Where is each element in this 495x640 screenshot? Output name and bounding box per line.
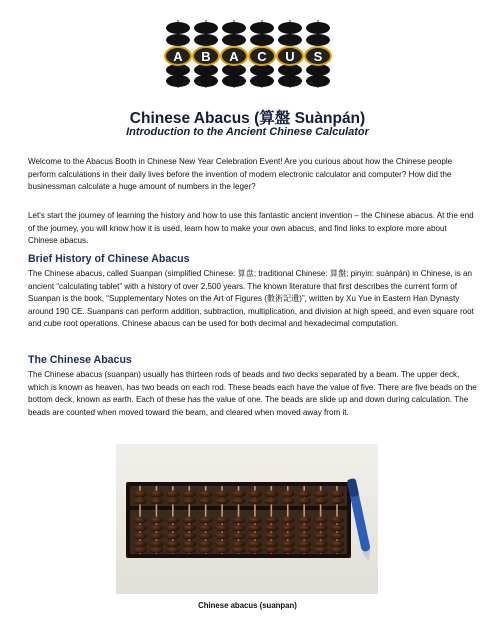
abacus-bead: [232, 541, 246, 548]
logo-bead: [278, 34, 302, 46]
abacus-bead: [330, 491, 344, 498]
abacus-paragraph: The Chinese abacus (suanpan) usually has thirteen rods of beads and two decks separated by a beam. The upper deck, which is known as heaven, has two beads on each rod. These beads each have the value of five. There are five beads on the bottom deck, known as earth. Each of these has the value of one. The beads are slide up and down during calculation. The beads are counted when moved toward the beam, and cleared when moved away from it.: [28, 370, 477, 417]
intro-paragraph-2: Let's start the journey of learning the history and how to use this fantastic ancient invention – the Chinese abacus. At the end of the journey, you will know how it is used, learn how to make your own abacus, and find links to explore more about Chinese abacus.: [28, 211, 474, 246]
abacus-bead: [133, 525, 147, 532]
abacus-bead: [182, 533, 196, 540]
logo-letter: U: [285, 49, 295, 64]
logo-bead: [222, 75, 246, 87]
logo-bead: [306, 22, 330, 34]
logo-bead: [166, 22, 190, 34]
abacus-bead: [297, 525, 311, 532]
abacus-bead: [232, 533, 246, 540]
abacus-bead: [166, 547, 180, 554]
logo-bead: [222, 34, 246, 46]
logo-bead: [306, 34, 330, 46]
abacus-bead: [133, 498, 147, 505]
logo-letter: A: [173, 49, 183, 64]
abacus-bead: [215, 547, 229, 554]
abacus-bead: [149, 525, 163, 532]
abacus-bead: [133, 517, 147, 524]
abacus-bead: [232, 525, 246, 532]
abacus-bead: [248, 517, 262, 524]
abacus-bead: [199, 533, 213, 540]
abacus-bead: [281, 498, 295, 505]
abacus-bead: [281, 541, 295, 548]
abacus-bead: [314, 498, 328, 505]
abacus-bead: [133, 533, 147, 540]
page-subtitle: Introduction to the Ancient Chinese Calculator: [126, 126, 369, 138]
abacus-bead: [281, 525, 295, 532]
abacus-bead: [215, 498, 229, 505]
abacus-bead: [199, 541, 213, 548]
abacus-bead: [232, 517, 246, 524]
abacus-bead: [330, 498, 344, 505]
abacus-bead: [297, 491, 311, 498]
abacus-bead: [149, 498, 163, 505]
logo-letter: C: [257, 49, 267, 64]
abacus-photo: [116, 444, 378, 594]
abacus-bead: [133, 491, 147, 498]
history-heading: Brief History of Chinese Abacus: [28, 253, 190, 265]
logo-bead: [222, 22, 246, 34]
abacus-bead: [232, 491, 246, 498]
abacus-bead: [314, 525, 328, 532]
abacus-bead: [149, 533, 163, 540]
abacus-bead: [199, 498, 213, 505]
abacus-bead: [297, 533, 311, 540]
abacus-bead: [166, 525, 180, 532]
abacus-bead: [281, 533, 295, 540]
abacus-bead: [248, 533, 262, 540]
abacus-bead: [314, 491, 328, 498]
abacus-bead: [281, 517, 295, 524]
logo-bead: [194, 75, 218, 87]
intro-paragraph-1: Welcome to the Abacus Booth in Chinese New Year Celebration Event! Are you curious about how the Chinese people perform calculations in their daily lives before the invention of modern electronic calculator and computer? How did the businessman calculate a huge amount of numbers in the leger?: [28, 157, 453, 192]
abacus-bead: [297, 541, 311, 548]
abacus-logo: [160, 18, 336, 90]
logo-bead: [166, 34, 190, 46]
abacus-bead: [149, 517, 163, 524]
abacus-bead: [182, 541, 196, 548]
abacus-bead: [215, 491, 229, 498]
abacus-bead: [264, 533, 278, 540]
abacus-bead: [248, 491, 262, 498]
logo-letter: S: [313, 49, 323, 64]
history-paragraph: The Chinese abacus, called Suanpan (simplified Chinese: 算盘; traditional Chinese: 算盤; pinyin: suànpán) in Chinese, is an ancient “calculating tablet” with a history of over 2,500 years. The known literature that first describes the current form of Suanpan is the book, “Supplementary Notes on the Art of Figures (數術記遺)”, written by Xu Yue in Eastern Han Dynasty around 190 CE. Suanpans can perform addition, subtraction, multiplication, and division at high speed, and even square root and cube root operations. Chinese abacus can be used for both decimal and hexadecimal computation.: [28, 269, 474, 329]
abacus-bead: [264, 541, 278, 548]
abacus-bead: [281, 547, 295, 554]
abacus-bead: [149, 547, 163, 554]
logo-bead: [250, 75, 274, 87]
abacus-bead: [314, 533, 328, 540]
abacus-bead: [166, 498, 180, 505]
abacus-bead: [199, 517, 213, 524]
logo-bead: [250, 34, 274, 46]
logo-bead: [194, 34, 218, 46]
abacus-bead: [182, 517, 196, 524]
abacus-bead: [215, 533, 229, 540]
logo-letter: B: [201, 49, 211, 64]
logo-bead: [278, 22, 302, 34]
logo-bead: [306, 75, 330, 87]
abacus-bead: [297, 547, 311, 554]
abacus-bead: [330, 525, 344, 532]
abacus-bead: [264, 498, 278, 505]
abacus-bead: [264, 547, 278, 554]
abacus-bead: [182, 547, 196, 554]
abacus-bead: [248, 541, 262, 548]
abacus-bead: [199, 491, 213, 498]
abacus-bead: [166, 517, 180, 524]
abacus-heading: The Chinese Abacus: [28, 354, 132, 366]
abacus-bead: [264, 517, 278, 524]
abacus-bead: [281, 491, 295, 498]
abacus-bead: [199, 547, 213, 554]
abacus-bead: [330, 541, 344, 548]
logo-bead: [194, 22, 218, 34]
abacus-bead: [264, 525, 278, 532]
abacus-bead: [166, 541, 180, 548]
abacus-bead: [215, 525, 229, 532]
abacus-bead: [199, 525, 213, 532]
logo-bead: [250, 22, 274, 34]
abacus-bead: [182, 498, 196, 505]
abacus-bead: [232, 498, 246, 505]
abacus-bead: [297, 498, 311, 505]
abacus-bead: [264, 491, 278, 498]
page-title: Chinese Abacus (算盤 Suànpán): [129, 110, 366, 127]
logo-letter: A: [229, 49, 239, 64]
logo-bead: [278, 75, 302, 87]
abacus-bead: [248, 525, 262, 532]
abacus-bead: [133, 547, 147, 554]
abacus-bead: [248, 547, 262, 554]
abacus-bead: [166, 491, 180, 498]
abacus-bead: [215, 517, 229, 524]
abacus-bead: [297, 517, 311, 524]
abacus-bead: [248, 498, 262, 505]
abacus-bead: [314, 541, 328, 548]
abacus-bead: [330, 517, 344, 524]
abacus-bead: [182, 491, 196, 498]
abacus-bead: [314, 547, 328, 554]
photo-caption: Chinese abacus (suanpan): [198, 601, 297, 610]
abacus-bead: [149, 541, 163, 548]
abacus-bead: [215, 541, 229, 548]
abacus-bead: [232, 547, 246, 554]
abacus-bead: [182, 525, 196, 532]
abacus-bead: [149, 491, 163, 498]
abacus-bead: [330, 547, 344, 554]
abacus-bead: [133, 541, 147, 548]
abacus-bead: [330, 533, 344, 540]
abacus-bead: [166, 533, 180, 540]
logo-bead: [166, 75, 190, 87]
abacus-bead: [314, 517, 328, 524]
